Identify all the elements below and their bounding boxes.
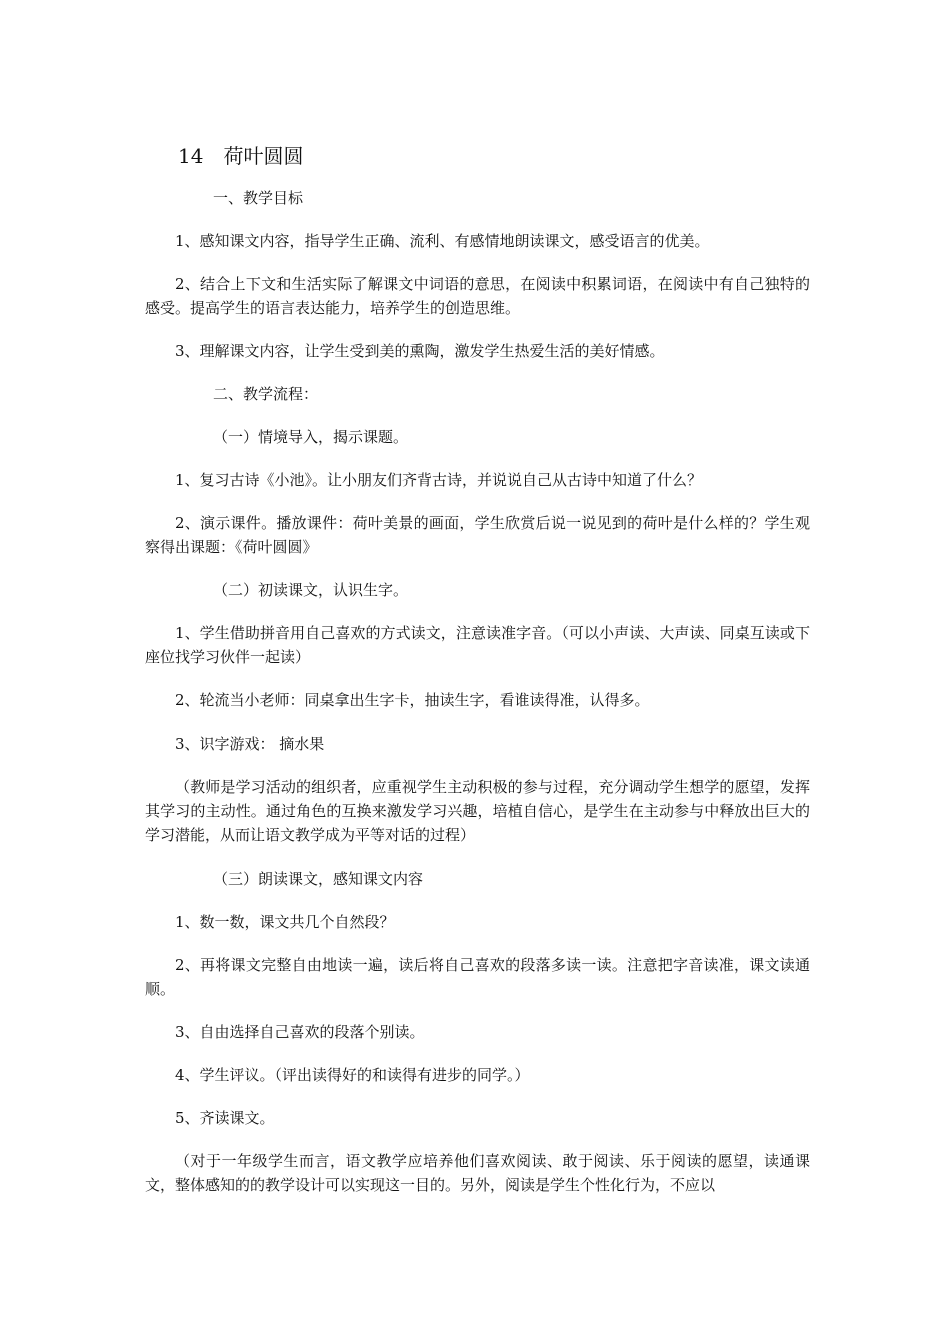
- subsection-2-paragraph-1: 1、学生借助拼音用自己喜欢的方式读文，注意读准字音。（可以小声读、大声读、同桌互读或下座位找学习伙伴一起读）: [145, 624, 810, 666]
- subsection-2-note: （教师是学习活动的组织者，应重视学生主动积极的参与过程，充分调动学生想学的愿望，发挥其学习的主动性。通过角色的互换来激发学习兴趣，培植自信心，是学生在主动参与中释放出巨大的学习潜能，从而让语文教学成为平等对话的过程）: [145, 778, 810, 844]
- subsection-heading-3: （三）朗读课文，感知课文内容: [213, 870, 424, 888]
- section-heading-goals: 一、教学目标: [213, 189, 304, 207]
- section-heading-process: 二、教学流程：: [213, 385, 319, 403]
- subsection-2-paragraph-3: 3、识字游戏： 摘水果: [175, 735, 325, 753]
- title-number: 14: [178, 144, 204, 168]
- subsection-3-note: （对于一年级学生而言，语文教学应培养他们喜欢阅读、敢于阅读、乐于阅读的愿望，读通课文，整体感知的的教学设计可以实现这一目的。另外，阅读是学生个性化行为，不应以: [145, 1152, 810, 1194]
- subsection-3-paragraph-2: 2、再将课文完整自由地读一遍，读后将自己喜欢的段落多读一读。注意把字音读准，课文读通顺。: [145, 956, 810, 998]
- subsection-3-paragraph-3: 3、自由选择自己喜欢的段落个别读。: [175, 1023, 425, 1041]
- subsection-heading-1: （一）情境导入，揭示课题。: [213, 428, 409, 446]
- subsection-1-paragraph-2: 2、演示课件。播放课件：荷叶美景的画面，学生欣赏后说一说见到的荷叶是什么样的？学生观察得出课题：《荷叶圆圆》: [145, 514, 810, 556]
- page-title: [178, 142, 303, 170]
- subsection-1-paragraph-1: 1、复习古诗《小池》。让小朋友们齐背古诗，并说说自己从古诗中知道了什么？: [175, 471, 703, 489]
- subsection-heading-2: （二）初读课文，认识生字。: [213, 581, 409, 599]
- subsection-2-paragraph-2: 2、轮流当小老师：同桌拿出生字卡，抽读生字，看谁读得准，认得多。: [175, 691, 650, 709]
- subsection-3-paragraph-4: 4、学生评议。（评出读得好的和读得有进步的同学。）: [175, 1066, 530, 1084]
- title-text: 荷叶圆圆: [223, 144, 304, 168]
- goal-paragraph-2: 2、结合上下文和生活实际了解课文中词语的意思，在阅读中积累词语，在阅读中有自己独特的感受。提高学生的语言表达能力，培养学生的创造思维。: [145, 275, 810, 317]
- subsection-3-paragraph-5: 5、齐读课文。: [175, 1109, 275, 1127]
- subsection-3-paragraph-1: 1、数一数，课文共几个自然段？: [175, 913, 395, 931]
- goal-paragraph-1: 1、感知课文内容，指导学生正确、流利、有感情地朗读课文，感受语言的优美。: [175, 232, 710, 250]
- goal-paragraph-3: 3、理解课文内容，让学生受到美的熏陶，激发学生热爱生活的美好情感。: [175, 342, 665, 360]
